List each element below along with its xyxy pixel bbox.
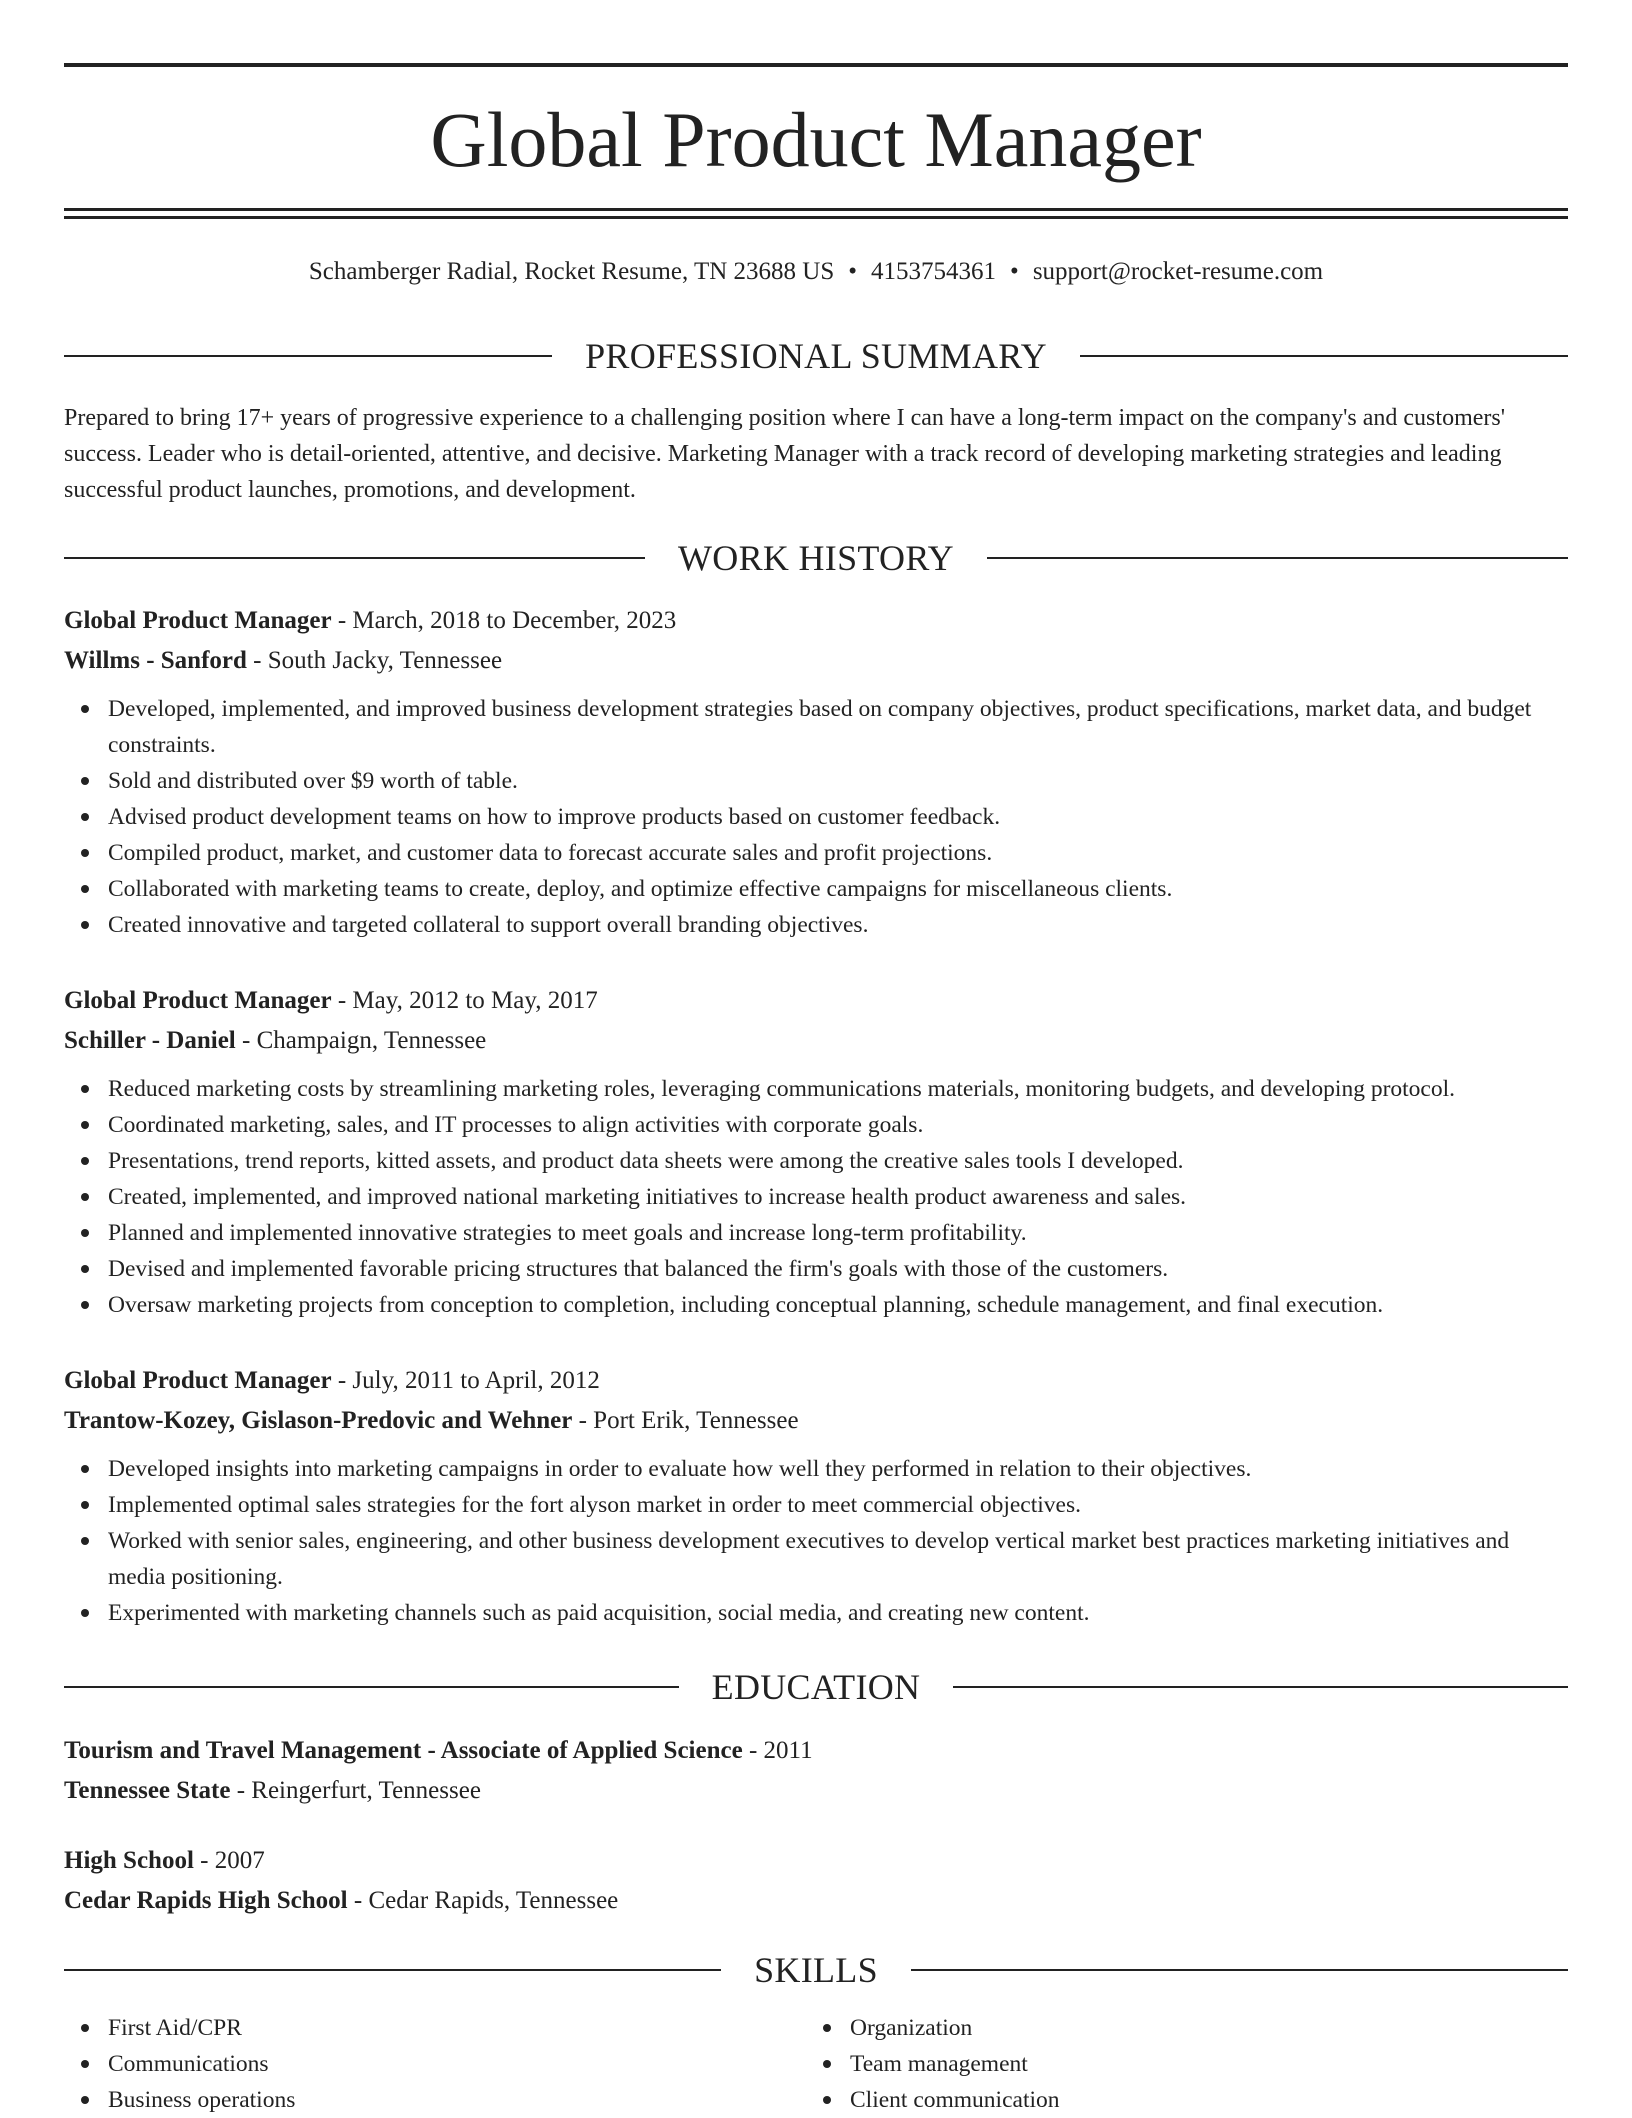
job-location: - Champaign, Tennessee: [235, 1027, 487, 1054]
skill-item: Organization: [850, 2010, 1548, 2046]
skill-item: Team management: [850, 2046, 1548, 2082]
section-rule-right: [987, 557, 1568, 559]
section-rule-left: [64, 355, 552, 357]
job-company: Trantow-Kozey, Gislason-Predovic and Wehner: [64, 1407, 573, 1434]
job-company: Willms - Sanford: [64, 647, 247, 674]
job-bullet: Devised and implemented favorable pricing structures that balanced the firm's goals with those of the customers.: [108, 1251, 1568, 1287]
section-title: SKILLS: [754, 1950, 878, 1990]
skills-column-right: [806, 2010, 1548, 2118]
section-rule-right: [911, 1969, 1568, 1971]
contact-phone: 4153754361: [871, 258, 997, 285]
job-title-line: [64, 981, 1568, 1021]
job-bullet: Coordinated marketing, sales, and IT processes to align activities with corporate goals.: [108, 1107, 1568, 1143]
degree-line: [64, 1731, 1568, 1771]
job-company-line: [64, 1021, 1568, 1061]
degree: High School: [64, 1847, 194, 1874]
job-dates: - May, 2012 to May, 2017: [331, 987, 598, 1014]
job-bullet: Collaborated with marketing teams to create, deploy, and optimize effective campaigns for miscellaneous clients.: [108, 871, 1568, 907]
section-rule-left: [64, 1969, 721, 1971]
school-line: [64, 1771, 1568, 1811]
job-bullet: Presentations, trend reports, kitted assets, and product data sheets were among the creative sales tools I developed.: [108, 1143, 1568, 1179]
school: Cedar Rapids High School: [64, 1887, 348, 1914]
contact-line: [64, 255, 1568, 289]
job-bullets: [64, 691, 1568, 943]
education-entry: [64, 1841, 1568, 1921]
section-header-skills: [64, 1950, 1568, 1990]
job-bullets: [64, 1451, 1568, 1631]
education-entry: [64, 1731, 1568, 1811]
section-title: EDUCATION: [711, 1667, 921, 1707]
job-bullet: Developed, implemented, and improved business development strategies based on company objectives, product specifications, market data, and budget constraints.: [108, 691, 1568, 763]
section-header-education: [64, 1667, 1568, 1707]
school-location: - Reingerfurt, Tennessee: [230, 1777, 481, 1804]
job-entry: [64, 981, 1568, 1323]
job-bullet: Created innovative and targeted collateral to support overall branding objectives.: [108, 907, 1568, 943]
job-bullet: Implemented optimal sales strategies for the fort alyson market in order to meet commercial objectives.: [108, 1487, 1568, 1523]
section-header-summary: [64, 336, 1568, 376]
school-line: [64, 1881, 1568, 1921]
section-rule-right: [953, 1686, 1568, 1688]
job-entry: [64, 601, 1568, 943]
skill-item: Business operations: [108, 2082, 806, 2118]
job-bullet: Reduced marketing costs by streamlining marketing roles, leveraging communications materials, monitoring budgets, and developing protocol.: [108, 1071, 1568, 1107]
contact-separator: •: [848, 258, 858, 285]
job-bullet: Sold and distributed over $9 worth of table.: [108, 763, 1568, 799]
job-bullet: Planned and implemented innovative strategies to meet goals and increase long-term profitability.: [108, 1215, 1568, 1251]
job-title: Global Product Manager: [64, 987, 332, 1014]
resume-title: Global Product Manager: [430, 96, 1202, 183]
top-rule: [64, 63, 1568, 67]
section-title: PROFESSIONAL SUMMARY: [585, 336, 1047, 376]
contact-separator: •: [1010, 258, 1019, 285]
section-title: WORK HISTORY: [678, 538, 954, 578]
skills-column-left: [64, 2010, 806, 2118]
job-bullet: Compiled product, market, and customer data to forecast accurate sales and profit projections.: [108, 835, 1568, 871]
job-bullet: Experimented with marketing channels such as paid acquisition, social media, and creating new content.: [108, 1595, 1568, 1631]
job-location: - South Jacky, Tennessee: [246, 647, 503, 674]
job-title-line: [64, 601, 1568, 641]
title-rule-lower: [64, 216, 1568, 219]
degree-year: - 2011: [742, 1737, 813, 1764]
section-rule-right: [1080, 355, 1568, 357]
job-entry: [64, 1361, 1568, 1631]
school-location: - Cedar Rapids, Tennessee: [347, 1887, 619, 1914]
job-bullet: Oversaw marketing projects from conception to completion, including conceptual planning, schedule management, and final execution.: [108, 1287, 1568, 1323]
job-company-line: [64, 641, 1568, 681]
job-bullet: Developed insights into marketing campaigns in order to evaluate how well they performed in relation to their objectives.: [108, 1451, 1568, 1487]
section-rule-left: [64, 1686, 679, 1688]
degree-line: [64, 1841, 1568, 1881]
job-title: Global Product Manager: [64, 1367, 332, 1394]
job-bullet: Worked with senior sales, engineering, and other business development executives to develop vertical market best practices marketing initiatives and media positioning.: [108, 1523, 1568, 1595]
section-header-work-history: [64, 538, 1568, 578]
section-rule-left: [64, 557, 645, 559]
job-location: - Port Erik, Tennessee: [572, 1407, 799, 1434]
job-bullets: [64, 1071, 1568, 1323]
degree-year: - 2007: [193, 1847, 265, 1874]
title-rule-upper: [64, 208, 1568, 211]
skill-item: Client communication: [850, 2082, 1548, 2118]
job-company: Schiller - Daniel: [64, 1027, 236, 1054]
degree: Tourism and Travel Management - Associate of Applied Science: [64, 1737, 743, 1764]
skill-item: First Aid/CPR: [108, 2010, 806, 2046]
summary-text: Prepared to bring 17+ years of progressive experience to a challenging position where I can have a long-term impact on the company's and customers' success. Leader who is detail-oriented, attentive, and decisive. Marketing Manager with a track record of developing marketing strategies and leading successful product launches, promotions, and development.: [64, 405, 1506, 503]
skill-item: Communications: [108, 2046, 806, 2082]
job-title-line: [64, 1361, 1568, 1401]
skills-list: [64, 2010, 1568, 2118]
job-company-line: [64, 1401, 1568, 1441]
job-bullet: Created, implemented, and improved national marketing initiatives to increase health product awareness and sales.: [108, 1179, 1568, 1215]
school: Tennessee State: [64, 1777, 231, 1804]
job-bullet: Advised product development teams on how to improve products based on customer feedback.: [108, 799, 1568, 835]
job-dates: - July, 2011 to April, 2012: [331, 1367, 600, 1394]
job-dates: - March, 2018 to December, 2023: [331, 607, 677, 634]
job-title: Global Product Manager: [64, 607, 332, 634]
contact-address: Schamberger Radial, Rocket Resume, TN 23688 US: [308, 258, 835, 285]
contact-email: support@rocket-resume.com: [1032, 258, 1324, 285]
